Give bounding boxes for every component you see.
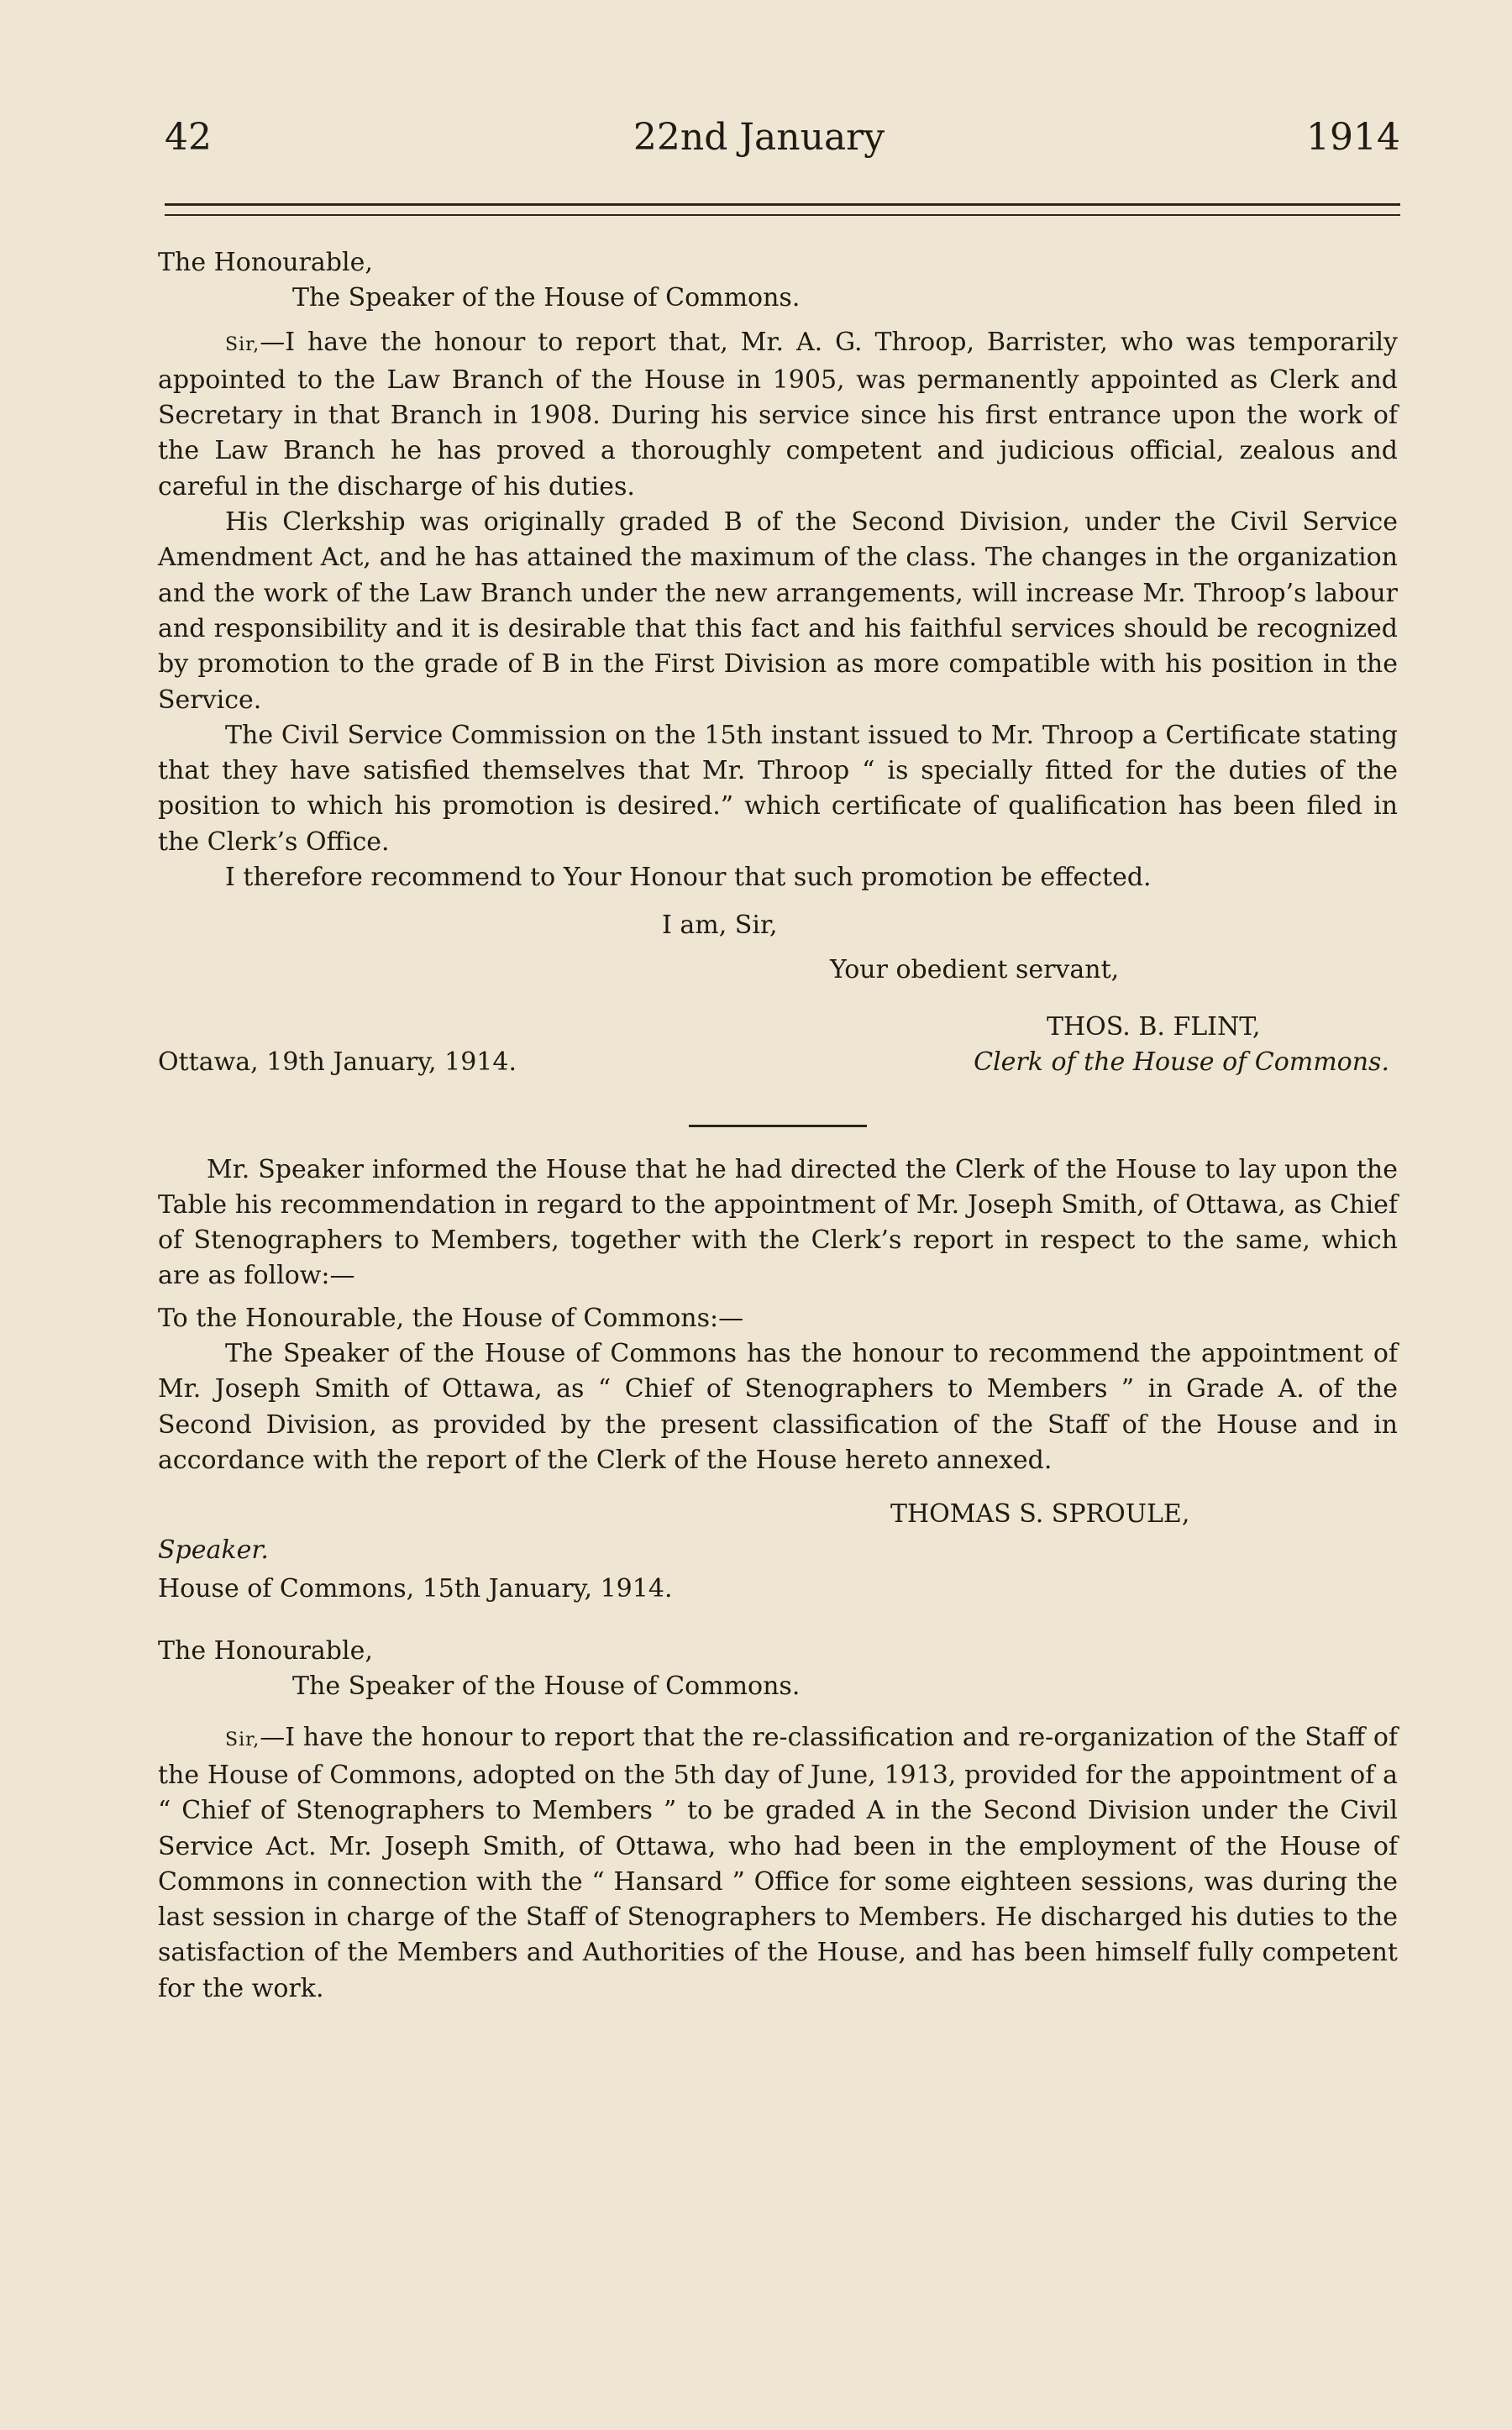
message-to-line: To the Honourable, the House of Commons:— — [158, 1303, 744, 1333]
letter1-paragraph-4: I therefore recommend to Your Honour that such promotion be effected. — [225, 863, 1152, 893]
page-body — [158, 245, 1398, 2007]
letter1-sir: Sir, — [225, 333, 260, 355]
message-place-date: House of Commons, 15th January, 1914. — [158, 1573, 673, 1603]
letter2-sir: Sir, — [225, 1729, 260, 1750]
header-year: 1914 — [1306, 116, 1400, 159]
message-signer: THOMAS S. SPROULE, — [890, 1499, 1190, 1530]
header-date: 22nd January — [633, 116, 885, 159]
running-header — [165, 116, 1400, 159]
header-rule-top — [165, 203, 1400, 206]
header-rule-bottom — [165, 214, 1400, 216]
message-paragraph-2: The Speaker of the House of Commons has the honour to recommend the appointment of Mr. Joseph Smith of Ottawa, as “ Chief of Stenographers to Members ” in Grade A. of the Second Division, as provided by the present classification of the Staff of the House and in accordance with the report of the Clerk of the House hereto annexed. — [158, 1339, 1398, 1475]
letter2-salutation: The Honourable, — [158, 1636, 373, 1666]
letter1-paragraph-1 — [158, 325, 1398, 505]
letter1-signer: THOS. B. FLINT, — [1047, 1011, 1261, 1042]
letter1-addressee: The Speaker of the House of Commons. — [292, 283, 801, 313]
letter2-p1-text: —I have the honour to report that the re-classification and re-organization of the Staff of the House of Commons, adopted on the 5th day of June, 1913, provided for the appointment of a “ Chief of Stenographers to Members ” to be graded A in the Second Division under the Civil Service Act. Mr. Joseph Smith, of Ottawa, who had been in the employment of the House of Commons in connection with the “ Hansard ” Office for some eighteen sessions, was during the last session in charge of the Staff of Stenographers to Members. He discharged his duties to the satisfaction of the Members and Authorities of the House, and has been himself fully competent for the work. — [158, 1722, 1398, 2003]
page-number: 42 — [165, 116, 212, 159]
letter1-paragraph-3: The Civil Service Commission on the 15th instant issued to Mr. Throop a Certificate stating that they have satisfied themselves that Mr. Throop “ is specially fitted for the duties of the position to which his promotion is desired.” which certificate of qualification has been filed in the Clerk’s Office. — [158, 720, 1398, 857]
message-signer-title: Speaker. — [158, 1535, 269, 1565]
letter1-place-date: Ottawa, 19th January, 1914. — [158, 1047, 517, 1078]
letter1-closing-2: Your obedient servant, — [830, 954, 1120, 984]
letter1-closing-1: I am, Sir, — [662, 911, 778, 941]
letter1-signer-title: Clerk of the House of Commons. — [974, 1047, 1389, 1078]
letter1-salutation: The Honourable, — [158, 248, 373, 277]
letter1-p1-text: —I have the honour to report that, Mr. A. G. Throop, Barrister, who was temporarily appointed to the Law Branch of the House in 1905, was permanently appointed as Clerk and Secretary in that Branch in 1908. During his service since his first entrance upon the work of the Law Branch he has proved a thoroughly competent and judicious official, zealous and careful in the discharge of his duties. — [158, 327, 1398, 501]
letter2-paragraph-1 — [158, 1720, 1398, 2007]
message-paragraph-1: Mr. Speaker informed the House that he had directed the Clerk of the House to lay upon the Table his recommendation in regard to the appointment of Mr. Joseph Smith, of Ottawa, as Chief of Stenographers to Members, together with the Clerk’s report in respect to the same, which are as follow:— — [158, 1154, 1398, 1291]
letter2-addressee: The Speaker of the House of Commons. — [292, 1672, 801, 1702]
letter1-paragraph-2: His Clerkship was originally graded B of the Second Division, under the Civil Service Amendment Act, and he has attained the maximum of the class. The changes in the organization and the work of the Law Branch under the new arrangements, will increase Mr. Throop’s labour and responsibility and it is desirable that this fact and his faithful services should be recognized by promotion to the grade of B in the First Division as more compatible with his position in the Service. — [158, 507, 1398, 715]
letter1-footer — [158, 1045, 1398, 1080]
section-divider — [689, 1125, 867, 1127]
